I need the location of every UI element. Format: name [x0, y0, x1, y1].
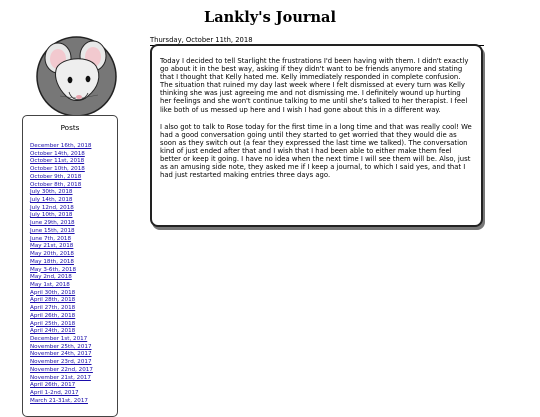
post-link[interactable]: October 14th, 2018: [30, 150, 85, 157]
list-item: [30, 289, 117, 304]
post-link[interactable]: October 8th, 2018: [30, 181, 82, 188]
post-link[interactable]: June 7th, 2018: [30, 235, 72, 242]
list-item: [30, 331, 117, 342]
list-item: [30, 362, 117, 373]
list-item: [30, 200, 117, 211]
entry-paragraph-1: Today I decided to tell Starlight the frustrations I'd been having with them. I didn't exactly go about it in the best way, asking if they didn't want to be friends anymore and stating that I thought that Kelly hated me. Kelly immediately responded in complete confusion. The situation that ruined my day last week where I felt dismissed at every turn was Kelly thinking she was just agreeing me and not dismissing me. I definitely wound up hurting her feelings and she won't continue talking to me until she's talked to her therapist. I feel like both of us messed up here and I wish I had gone about this in a different way.: [160, 57, 469, 114]
list-item: [30, 138, 117, 149]
post-link[interactable]: July 12nd, 2018: [30, 204, 74, 211]
post-link[interactable]: May 21st, 2018: [30, 243, 74, 250]
avatar: [36, 36, 117, 117]
post-link[interactable]: November 25th, 2017: [30, 343, 92, 350]
post-link[interactable]: October 9th, 2018: [30, 173, 82, 180]
post-link[interactable]: May 18th, 2018: [30, 258, 74, 265]
site-title: Lankly's Journal: [204, 9, 336, 26]
list-item: [30, 246, 117, 258]
post-link[interactable]: April 27th, 2018: [30, 305, 76, 312]
post-link[interactable]: November 22nd, 2017: [30, 366, 93, 373]
rat-avatar-icon: [36, 36, 117, 117]
post-link[interactable]: November 23rd, 2017: [30, 359, 92, 366]
list-item: [30, 262, 117, 273]
list-item: [30, 169, 117, 180]
post-link[interactable]: November 24th, 2017: [30, 351, 92, 358]
post-link[interactable]: June 29th, 2018: [30, 220, 75, 227]
list-item: [30, 354, 117, 366]
post-link[interactable]: July 30th, 2018: [30, 189, 73, 196]
list-item: [30, 370, 117, 381]
post-link[interactable]: May 20th, 2018: [30, 251, 74, 258]
post-link[interactable]: May 3-6th, 2018: [30, 266, 77, 273]
post-link[interactable]: April 26th, 2018: [30, 312, 76, 319]
post-link[interactable]: May 2nd, 2018: [30, 274, 72, 281]
sidebar-title: Posts: [60, 123, 80, 132]
post-link[interactable]: April 25th, 2018: [30, 320, 76, 327]
list-item: [30, 285, 117, 296]
post-link[interactable]: April 26th, 2017: [30, 382, 76, 389]
list-item: [30, 374, 117, 389]
list-item: [30, 146, 117, 157]
list-item: [30, 235, 117, 250]
post-link[interactable]: June 15th, 2018: [30, 227, 75, 234]
posts-sidebar: [22, 115, 118, 417]
list-item: [30, 215, 117, 227]
list-item: [30, 161, 117, 173]
list-item: [30, 177, 117, 188]
list-item: [30, 339, 117, 350]
list-item: [30, 308, 117, 319]
list-item: [30, 192, 117, 204]
list-item: [30, 320, 117, 335]
post-link[interactable]: December 1st, 2017: [30, 335, 88, 342]
posts-list: [30, 138, 117, 404]
post-link[interactable]: December 16th, 2018: [30, 143, 92, 149]
list-item: [30, 343, 117, 358]
post-link[interactable]: October 11st, 2018: [30, 158, 85, 165]
post-link[interactable]: April 1-2nd, 2017: [30, 390, 79, 396]
list-item: [30, 223, 117, 234]
entry-paragraph-2: I also got to talk to Rose today for the first time in a long time and that was really cool! We had a good conversation going until they started to get worried that they would die as soon as they switch out (a fear they expressed the last time we talked). The conversation kind of just ended after that and I wish that I had been able to either make them feel better or keep it going. I have no idea when the next time I will see them will be. Also, just as an amusing side note, they asked me if I keep a journal, to which I said yes, and that I had just restarted making entries three days ago.: [160, 122, 472, 180]
list-item: [30, 277, 117, 288]
post-link[interactable]: November 21st, 2017: [30, 374, 91, 381]
list-item: [30, 393, 117, 404]
post-link[interactable]: July 14th, 2018: [30, 197, 73, 204]
list-item: [30, 150, 117, 165]
post-link[interactable]: May 1st, 2018: [30, 281, 70, 288]
list-item: [30, 316, 117, 327]
entry-date: Thursday, October 11th, 2018: [150, 36, 484, 46]
post-link[interactable]: April 28th, 2018: [30, 297, 76, 304]
post-link[interactable]: October 10th, 2018: [30, 166, 85, 173]
post-link[interactable]: July 10th, 2018: [30, 212, 73, 219]
journal-entry: [150, 44, 483, 227]
post-link[interactable]: April 30th, 2018: [30, 289, 76, 296]
list-item: [30, 254, 117, 265]
list-item: [30, 300, 117, 312]
post-link[interactable]: April 24th, 2018: [30, 328, 76, 335]
list-item: [30, 385, 117, 396]
post-link[interactable]: March 21-31st, 2017: [30, 397, 88, 404]
